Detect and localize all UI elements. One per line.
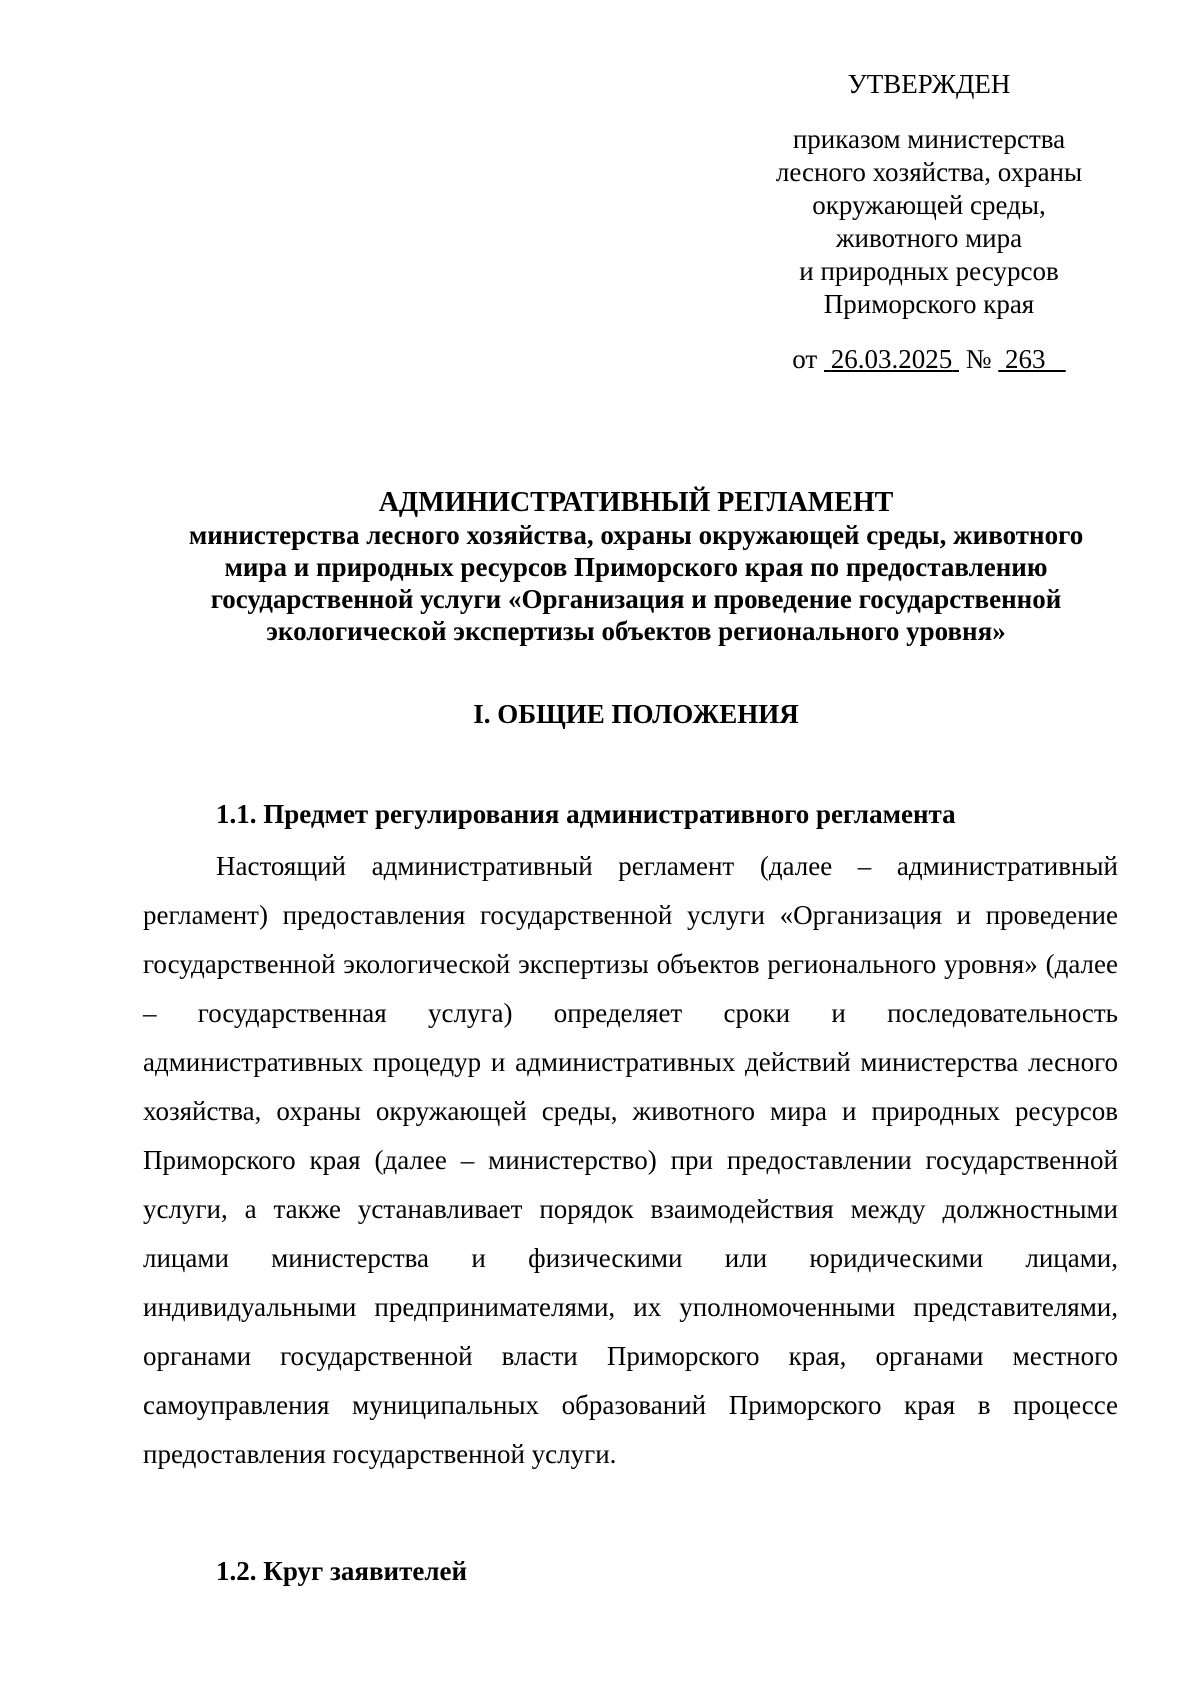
section-heading: I. ОБЩИЕ ПОЛОЖЕНИЯ	[473, 699, 799, 729]
title-main: АДМИНИСТРАТИВНЫЙ РЕГЛАМЕНТ	[378, 487, 894, 518]
title-line: мира и природных ресурсов Приморского края по предоставлению	[224, 552, 1048, 582]
title-line: министерства лесного хозяйства, охраны окружающей среды, животного	[188, 520, 1084, 550]
order-number: 263	[1004, 344, 1046, 374]
approval-stamp-block	[764, 68, 1094, 376]
order-line: приказом министерства	[792, 124, 1066, 154]
number-sign: №	[965, 344, 992, 374]
order-line: и природных ресурсов	[799, 256, 1059, 286]
title-line: экологической экспертизы объектов регионального уровня»	[266, 616, 1006, 646]
order-line: животного мира	[835, 223, 1023, 253]
subsection-heading-1-1: 1.1. Предмет регулирования административного регламента	[216, 799, 956, 829]
order-line: окружающей среды,	[812, 190, 1046, 220]
subsection-heading-1-2: 1.2. Круг заявителей	[216, 1556, 468, 1586]
document-title	[120, 487, 1152, 647]
order-issuer-text	[764, 123, 1094, 321]
title-line: государственной услуги «Организация и проведение государственной	[210, 584, 1062, 614]
order-line: Приморского края	[823, 289, 1035, 319]
order-line: лесного хозяйства, охраны	[775, 157, 1083, 187]
approved-label: УТВЕРЖДЕН	[847, 69, 1011, 99]
subsection-1-1-paragraph: Настоящий административный регламент (далее – административный регламент) предоставления государственной услуги «Организация и проведение государственной экологической экспертизы объектов регионального уровня» (далее – государственная услуга) определяет сроки и последовательность административных процедур и административных действий министерства лесного хозяйства, охраны окружающей среды, животного мира и природных ресурсов Приморского края (далее – министерство) при предоставлении государственной услуги, а также устанавливает порядок взаимодействия между должностными лицами министерства и физическими или юридическими лицами, индивидуальными предпринимателями, их уполномоченными представителями, органами государственной власти Приморского края, органами местного самоуправления муниципальных образований Приморского края в процессе предоставления государственной услуги.	[143, 851, 1118, 1469]
order-date: 26.03.2025	[830, 344, 953, 374]
date-prefix: от	[792, 344, 818, 374]
order-date-number	[764, 343, 1094, 376]
